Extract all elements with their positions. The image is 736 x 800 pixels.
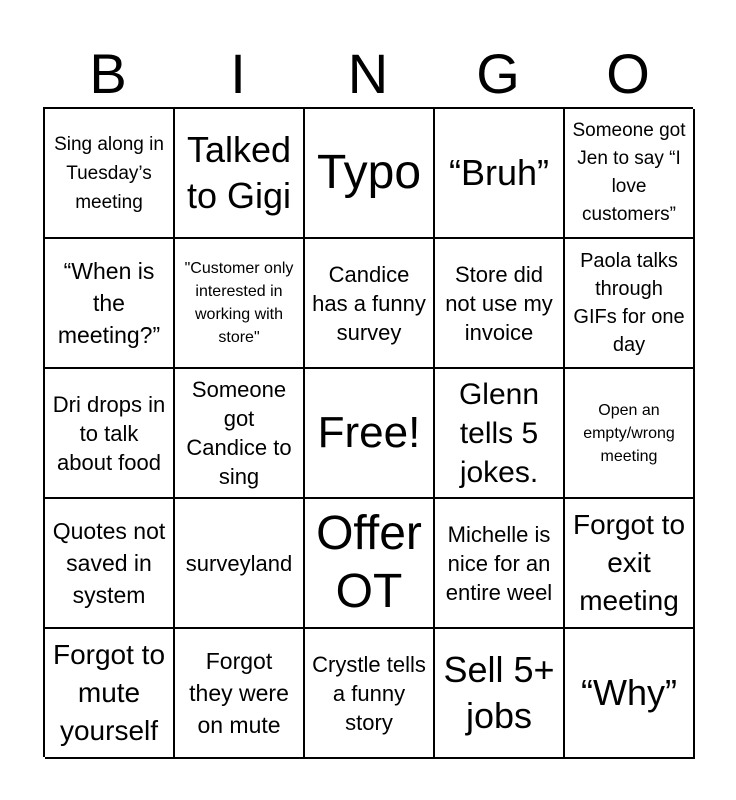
cell-text: Open an empty/wrong meeting: [583, 401, 675, 465]
cell-text: Free!: [317, 408, 421, 457]
bingo-cell[interactable]: [435, 499, 565, 629]
cell-text: surveyland: [185, 550, 293, 576]
bingo-cell[interactable]: [45, 499, 175, 629]
bingo-cell[interactable]: [305, 239, 435, 369]
free-space-cell[interactable]: [305, 369, 435, 499]
cell-text: Candice has a funny survey: [312, 261, 426, 345]
cell-text: “When is the meeting?”: [57, 258, 161, 348]
cell-text: "Customer only interested in working with store": [184, 260, 294, 346]
cell-text: Crystle tells a funny story: [312, 651, 426, 735]
bingo-cell[interactable]: [435, 109, 565, 239]
bingo-header: [43, 40, 693, 108]
cell-text: Glenn tells 5 jokes.: [458, 377, 540, 489]
cell-text: Typo: [316, 146, 422, 199]
bingo-cell[interactable]: [435, 239, 565, 369]
cell-text: Talked to Gigi: [186, 129, 292, 216]
cell-text: Someone got Candice to sing: [186, 377, 292, 489]
bingo-cell[interactable]: [565, 239, 695, 369]
cell-text: Sell 5+ jobs: [443, 649, 555, 736]
header-letter-o: O: [606, 42, 650, 105]
cell-text: Forgot to mute yourself: [52, 639, 166, 746]
bingo-cell[interactable]: [175, 109, 305, 239]
header-letter-n: N: [347, 42, 389, 105]
bingo-cell[interactable]: [435, 369, 565, 499]
header-letter-g: G: [476, 42, 520, 105]
bingo-cell[interactable]: [175, 239, 305, 369]
cell-text: Forgot they were on mute: [189, 648, 289, 738]
bingo-cell[interactable]: [305, 499, 435, 629]
bingo-cell[interactable]: [175, 369, 305, 499]
cell-text: Paola talks through GIFs for one day: [573, 250, 685, 356]
bingo-cell[interactable]: [175, 499, 305, 629]
cell-text: “Bruh”: [448, 152, 550, 193]
bingo-cell[interactable]: [45, 239, 175, 369]
bingo-cell[interactable]: [565, 499, 695, 629]
cell-text: Forgot to exit meeting: [572, 509, 686, 616]
header-letter-i: I: [230, 42, 246, 105]
bingo-cell[interactable]: [565, 629, 695, 759]
bingo-cell[interactable]: [305, 109, 435, 239]
bingo-cell[interactable]: [175, 629, 305, 759]
cell-text: Michelle is nice for an entire weel: [445, 521, 553, 605]
bingo-cell[interactable]: [45, 109, 175, 239]
bingo-cell[interactable]: [435, 629, 565, 759]
bingo-cell[interactable]: [565, 369, 695, 499]
bingo-cell[interactable]: [565, 109, 695, 239]
bingo-cell[interactable]: [45, 629, 175, 759]
bingo-board: [43, 107, 693, 757]
cell-text: Offer OT: [316, 507, 422, 618]
cell-text: Quotes not saved in system: [52, 518, 166, 608]
cell-text: Someone got Jen to say “I love customers”: [572, 120, 686, 225]
bingo-cell[interactable]: [45, 369, 175, 499]
cell-text: “Why”: [581, 672, 677, 713]
cell-text: Store did not use my invoice: [445, 261, 553, 345]
bingo-cell[interactable]: [305, 629, 435, 759]
header-letter-b: B: [89, 42, 127, 105]
cell-text: Sing along in Tuesday’s meeting: [54, 133, 164, 213]
cell-text: Dri drops in to talk about food: [52, 391, 166, 475]
